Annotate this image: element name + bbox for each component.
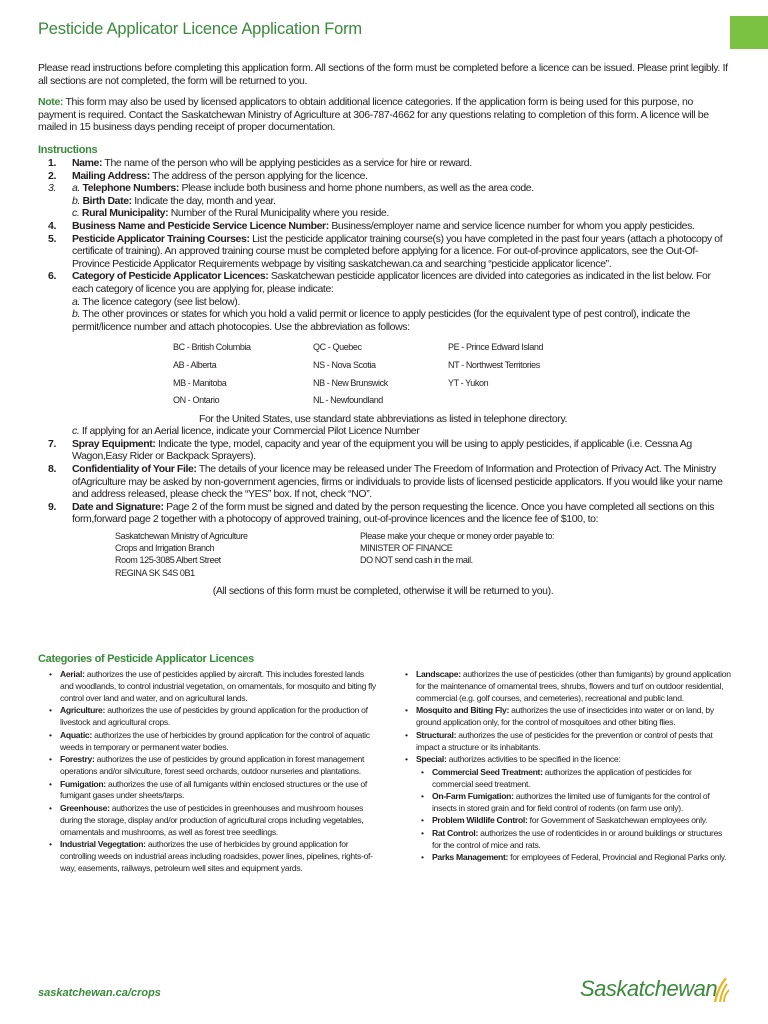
category-text: authorizes the use of pesticides in greenhouses and mushroom houses during the storage, display and/or production of agricultural crops including vegetables, ornamentals and mushrooms, as well as forest tree seedlings.	[60, 802, 364, 837]
item-label: Pesticide Applicator Training Courses:	[72, 232, 250, 245]
instruction-3b	[38, 195, 728, 208]
instruction-6	[38, 270, 728, 295]
categories-heading: Categories of Pesticide Applicator Licences	[38, 653, 254, 665]
item-number: 4.	[48, 219, 56, 232]
province-cell: ON - Ontario	[173, 395, 220, 406]
category-label: Rat Control:	[432, 827, 479, 838]
item-text: If applying for an Aerial licence, indicate your Commercial Pilot Licence Number	[79, 425, 420, 438]
item-number: 6.	[48, 270, 56, 283]
sub-letter: c.	[72, 425, 80, 438]
instruction-6c	[38, 425, 728, 438]
category-text: authorizes the use of herbicides by ground application for the control of aquatic weeds in temporary or permanent water bodies.	[60, 729, 370, 752]
category-item	[46, 669, 376, 705]
instruction-6b	[38, 308, 728, 333]
item-label: Name:	[72, 157, 103, 169]
item-label: Date and Signature:	[72, 500, 164, 513]
item-text: The other provinces or states for which you hold a valid permit or licence to apply pesticides (for the equivalent type of pest control), indicate the permit/licence number and attach photocopies. Use the abbreviation as follows:	[72, 308, 690, 333]
category-item	[402, 754, 732, 766]
corner-color-block	[730, 16, 768, 49]
category-text: authorizes the use of pesticides for the prevention or control of pests that impact a structure or its inhabitants.	[416, 729, 713, 752]
sub-letter: a.	[72, 295, 80, 308]
category-item	[46, 754, 376, 778]
category-text: authorizes the use of all fumigants within enclosed structures or the use of fumigant gases under sheets/tarps.	[60, 778, 367, 801]
province-cell: YT - Yukon	[448, 377, 489, 388]
sub-letter: b.	[72, 308, 80, 321]
wheat-logo-icon	[711, 976, 731, 1004]
note-paragraph	[38, 96, 728, 134]
category-item	[46, 803, 376, 839]
item-text: Indicate the type, model, capacity and year of the equipment you will be using to apply pesticides, if applicable (i.e. Cessna Ag Wagon,Easy Rider or Backpack Sprayers).	[72, 437, 692, 463]
payment-line: DO NOT send cash in the mail.	[360, 555, 473, 566]
address-line: REGINA SK S4S 0B1	[115, 567, 195, 578]
instruction-8	[38, 463, 728, 501]
sub-letter: a.	[72, 182, 80, 195]
instructions-heading: Instructions	[38, 144, 98, 156]
categories-left-column	[46, 669, 376, 876]
special-subcategory-item	[402, 767, 732, 791]
item-label: Confidentiality of Your File:	[72, 463, 197, 476]
address-line: Crops and Irrigation Branch	[115, 543, 215, 554]
category-text: authorizes the use of herbicides by ground application for controlling weeds on industrial areas including roadsides, power lines, pipelines, rights-of-way, easements, railways, petroleum well sites and equipment yards.	[60, 839, 373, 874]
item-label: Rural Municipality:	[79, 207, 169, 220]
category-text: authorizes activities to be specified in the licence:	[446, 754, 621, 765]
category-label: Mosquito and Biting Fly:	[416, 705, 510, 716]
category-item	[46, 730, 376, 754]
province-abbreviation-table	[173, 339, 728, 409]
province-cell: BC - British Columbia	[173, 342, 251, 353]
instruction-6a	[38, 296, 728, 309]
instruction-7	[38, 438, 728, 463]
province-cell: PE - Prince Edward Island	[448, 342, 544, 353]
item-number: 9.	[48, 500, 56, 513]
category-item	[46, 779, 376, 803]
category-text: authorizes the use of pesticides (other than fumigants) by ground application for the maintenance of ornamental trees, shrubs, flowers and turf on outdoor residential, commercial (e.g. golf courses, and cemeteries), recreational and public land.	[416, 669, 731, 703]
province-cell: AB - Alberta	[173, 359, 217, 370]
item-number: 5.	[48, 232, 56, 245]
instruction-4	[38, 220, 728, 233]
category-item	[402, 730, 732, 754]
item-text: The name of the person who will be applying pesticides as a service for hire or reward.	[102, 157, 472, 169]
category-item	[402, 669, 732, 705]
item-number: 8.	[48, 463, 56, 476]
category-label: Parks Management:	[432, 852, 509, 863]
category-text: authorizes the use of pesticides by ground application in forest management operations and/or silviculture, forest seed orchards, outdoor nurseries and plantations.	[60, 754, 365, 777]
item-text: Business/employer name and service licence number for whom you apply pesticides.	[328, 219, 695, 232]
item-number: 7.	[48, 437, 56, 450]
item-text: Please include both business and home phone numbers, as well as the area code.	[178, 182, 534, 195]
item-text: The address of the person applying for the licence.	[149, 169, 368, 182]
category-label: On-Farm Fumigation:	[432, 791, 514, 802]
category-label: Aquatic:	[60, 729, 92, 740]
category-label: Agriculture:	[60, 705, 106, 716]
item-number: 2.	[48, 169, 56, 182]
special-subcategory-item	[402, 815, 732, 827]
item-text: List the pesticide applicator training course(s) you have completed in the past four years (attach a photocopy of certificate of training). An approved training course must be completed before applying for a licence. For out-of-province applicators, see the Out-Of-Province Pesticide Applicator Requirements webpage by visiting saskatchewan.ca and searching “pesticide applicator licence”.	[72, 232, 723, 270]
item-text: Page 2 of the form must be signed and dated by the person requesting the licence. Once you have completed all sections on this form,forward page 2 together with a photocopy of approved training, out-of-province licences and the licence fee of $100, to:	[72, 500, 714, 526]
page-title: Pesticide Applicator Licence Application Form	[38, 20, 362, 38]
instruction-2	[38, 170, 728, 183]
category-label: Problem Wildlife Control:	[432, 815, 528, 826]
note-label: Note:	[38, 96, 64, 108]
payment-line: MINISTER OF FINANCE	[360, 543, 453, 554]
item-text: Indicate the day, month and year.	[131, 194, 276, 207]
instructions-list	[38, 157, 728, 597]
item-text: Number of the Rural Municipality where you reside.	[168, 207, 389, 220]
item-label: Spray Equipment:	[72, 437, 156, 450]
category-item	[46, 705, 376, 729]
category-label: Landscape:	[416, 669, 461, 679]
province-cell: QC - Quebec	[313, 342, 362, 353]
category-text: authorizes the use of insecticides into water or on land, by ground application only, for the control of mosquitoes and other biting flies.	[416, 705, 714, 728]
special-subcategory-item	[402, 852, 732, 864]
item-label: Mailing Address:	[72, 169, 150, 182]
item-label: Category of Pesticide Applicator Licences:	[72, 270, 269, 283]
category-label: Special:	[416, 754, 447, 765]
us-abbreviation-note: For the United States, use standard state abbreviations as listed in telephone directory.	[198, 412, 568, 425]
item-number: 3.	[48, 182, 56, 195]
payment-line: Please make your cheque or money order payable to:	[360, 531, 555, 542]
instruction-3c	[38, 207, 728, 220]
item-text: The details of your licence may be released under The Freedom of Information and Protection of Privacy Act. The Ministry ofAgriculture may be asked by non-government agencies, firms or individuals to provide lists of licensed pesticide applicators. If you would like your name and address released, please check the “YES” box. If not, check “NO”.	[72, 463, 723, 501]
item-text: The licence category (see list below).	[79, 295, 240, 308]
province-cell: NS - Nova Scotia	[313, 359, 376, 370]
instruction-5	[38, 233, 728, 271]
mailing-address-block	[115, 530, 728, 579]
category-text: authorizes the use of pesticides applied by aircraft. This includes forested lands and woodlands, to control industrial vegetation, on ornamentals, for mosquito and biting fly control over land and water, and on agricultural lands.	[60, 669, 376, 703]
sub-letter: b.	[72, 194, 80, 207]
note-text: This form may also be used by licensed applicators to obtain additional licence categories. If the application form is being used for this purpose, no payment is required. Contact the Saskatchewan Ministry of Agriculture at 306-787-4662 for any questions relating to completion of this form. A licence will be mailed in 15 business days pending receipt of proper documentation.	[38, 96, 709, 134]
category-text: authorizes the use of rodenticides in or around buildings or structures for the control of mice and rats.	[432, 827, 723, 850]
province-cell: NL - Newfoundland	[313, 395, 383, 406]
sub-letter: c.	[72, 207, 80, 220]
province-cell: NB - New Brunswick	[313, 377, 388, 388]
category-text: for Government of Saskatchewan employees only.	[527, 815, 708, 826]
category-text: for employees of Federal, Provincial and Regional Parks only.	[508, 852, 727, 863]
item-label: Business Name and Pesticide Service Licence Number:	[72, 219, 329, 232]
special-subcategory-item	[402, 791, 732, 815]
category-label: Industrial Vegegtation:	[60, 839, 146, 850]
category-text: authorizes the application of pesticides for commercial seed treatment.	[432, 766, 692, 789]
closing-note: (All sections of this form must be completed, otherwise it will be returned to you).	[212, 584, 554, 597]
address-line: Room 125-3085 Albert Street	[115, 555, 221, 566]
category-label: Structural:	[416, 729, 457, 740]
category-label: Forestry:	[60, 754, 95, 765]
instruction-1	[38, 157, 728, 170]
category-label: Fumigation:	[60, 778, 106, 789]
intro-paragraph: Please read instructions before completing this application form. All sections of the form must be completed before a licence can be issued. Please print legibly. If all sections are not completed, the form will be returned to you.	[38, 62, 728, 87]
category-label: Greenhouse:	[60, 802, 110, 813]
item-label: Telephone Numbers:	[79, 182, 179, 195]
footer-url-link[interactable]: saskatchewan.ca/crops	[38, 987, 161, 999]
categories-right-column	[402, 669, 732, 865]
item-text: Saskatchewan pesticide applicator licences are divided into categories as indicated in the list below. For each category of licence you are applying for, please indicate:	[72, 270, 711, 295]
address-line: Saskatchewan Ministry of Agriculture	[115, 531, 248, 542]
special-subcategory-item	[402, 828, 732, 852]
province-cell: NT - Northwest Territories	[448, 359, 540, 370]
category-item	[46, 839, 376, 875]
category-label: Aerial:	[60, 669, 85, 679]
item-number: 1.	[48, 157, 56, 169]
instruction-3a	[38, 182, 728, 195]
saskatchewan-logo-text: Saskatchewan	[580, 976, 718, 1001]
province-cell	[448, 392, 608, 410]
instruction-9	[38, 501, 728, 526]
province-cell: MB - Manitoba	[173, 377, 227, 388]
item-label: Birth Date:	[79, 194, 132, 207]
category-label: Commercial Seed Treatment:	[432, 766, 543, 777]
category-item	[402, 705, 732, 729]
category-text: authorizes the limited use of fumigants for the control of insects in stored grain and for field control of rodents (on farm use only).	[432, 791, 710, 813]
category-text: authorizes the use of pesticides by ground application for the production of livestock and agricultural crops.	[60, 705, 368, 728]
